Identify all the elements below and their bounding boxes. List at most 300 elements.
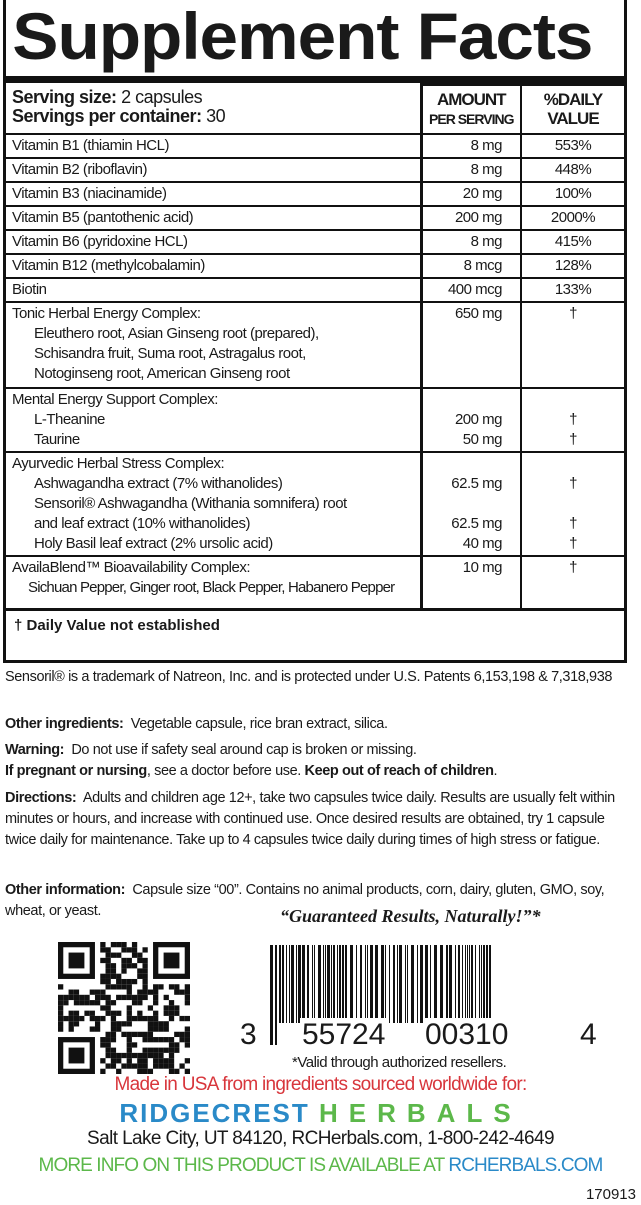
vitamin-amount: 20 mg <box>421 182 521 206</box>
qr-module <box>58 1016 63 1021</box>
ingredient-amount: 62.5 mg <box>451 515 502 532</box>
barcode-bar <box>323 945 324 1023</box>
qr-module <box>153 1016 158 1021</box>
qr-module <box>100 990 105 995</box>
qr-module <box>127 1037 132 1042</box>
qr-code <box>58 942 190 1074</box>
ingredient-name: L-Theanine <box>34 411 105 428</box>
qr-module <box>79 995 84 1000</box>
qr-module <box>148 1053 153 1058</box>
qr-module <box>95 995 100 1000</box>
qr-module <box>153 995 158 1000</box>
qr-module <box>153 1048 158 1053</box>
qr-module <box>106 979 111 984</box>
barcode-bar <box>289 945 290 1023</box>
brand-logo <box>0 1098 641 1129</box>
qr-module <box>148 1048 153 1053</box>
vitamin-amount: 400 mcg <box>421 278 521 302</box>
ingredient-amount: 40 mg <box>462 535 502 552</box>
qr-module <box>106 953 111 958</box>
barcode-bar <box>462 945 463 1023</box>
qr-module <box>84 995 89 1000</box>
qr-module <box>153 1000 158 1005</box>
barcode-bar <box>425 945 428 1023</box>
qr-module <box>58 1011 63 1016</box>
ingredient-dv: † <box>569 411 577 428</box>
qr-module <box>116 995 121 1000</box>
qr-module <box>111 1048 116 1053</box>
qr-module <box>185 1058 190 1063</box>
qr-module <box>142 979 147 984</box>
barcode-bar <box>399 945 402 1023</box>
qr-module <box>174 1005 179 1010</box>
ingredient-amount: 200 mg <box>454 411 502 428</box>
qr-module <box>74 1016 79 1021</box>
qr-module <box>111 1058 116 1063</box>
qr-module <box>185 995 190 1000</box>
vitamin-row <box>6 254 624 278</box>
qr-module <box>116 1026 121 1031</box>
qr-finder-center <box>164 953 180 969</box>
barcode-bar <box>449 945 452 1023</box>
qr-module <box>111 1032 116 1037</box>
vitamin-dv: 553% <box>521 134 624 158</box>
barcode-bar <box>420 945 423 1023</box>
barcode-bar <box>475 945 476 1023</box>
vitamin-amount: 8 mg <box>421 230 521 254</box>
qr-module <box>142 974 147 979</box>
qr-module <box>79 1000 84 1005</box>
qr-module <box>58 1005 63 1010</box>
qr-module <box>174 1042 179 1047</box>
dv-header: %DAILY <box>543 90 603 109</box>
directions <box>5 788 635 851</box>
qr-module <box>185 984 190 989</box>
qr-module <box>179 1037 184 1042</box>
qr-module <box>127 995 132 1000</box>
ingredient-dv: † <box>569 535 577 552</box>
barcode-bar <box>342 945 344 1023</box>
qr-module <box>164 1063 169 1068</box>
qr-module <box>127 947 132 952</box>
footnote: † Daily Value not established <box>6 608 624 638</box>
qr-module <box>174 990 179 995</box>
qr-module <box>169 1016 174 1021</box>
vitamin-dv: 415% <box>521 230 624 254</box>
barcode-bar <box>325 945 326 1023</box>
qr-module <box>185 1042 190 1047</box>
vitamin-name: Vitamin B2 (riboflavin) <box>6 158 421 182</box>
qr-module <box>132 942 137 947</box>
qr-module <box>58 995 63 1000</box>
qr-module <box>74 995 79 1000</box>
qr-module <box>121 979 126 984</box>
qr-module <box>137 958 142 963</box>
qr-module <box>127 979 132 984</box>
qr-module <box>121 1021 126 1026</box>
qr-module <box>127 1032 132 1037</box>
qr-module <box>90 1016 95 1021</box>
qr-module <box>179 1063 184 1068</box>
qr-module <box>69 1011 74 1016</box>
barcode-bar <box>367 945 368 1023</box>
qr-module <box>79 1016 84 1021</box>
qr-module <box>142 947 147 952</box>
qr-module <box>137 1016 142 1021</box>
qr-module <box>137 1058 142 1063</box>
qr-module <box>142 1037 147 1042</box>
other-information-label: Other information: <box>5 882 126 898</box>
qr-module <box>132 1053 137 1058</box>
qr-module <box>106 1053 111 1058</box>
qr-module <box>174 984 179 989</box>
qr-module <box>121 947 126 952</box>
qr-module <box>95 1016 100 1021</box>
qr-module <box>111 1021 116 1026</box>
qr-module <box>153 1053 158 1058</box>
qr-module <box>90 1026 95 1031</box>
qr-module <box>127 1042 132 1047</box>
qr-module <box>137 968 142 973</box>
qr-module <box>111 963 116 968</box>
barcode-bar <box>481 945 482 1023</box>
qr-module <box>106 1000 111 1005</box>
qr-module <box>100 1037 105 1042</box>
brand-part1: RIDGECREST <box>119 1098 310 1128</box>
qr-module <box>100 942 105 947</box>
qr-module <box>153 1011 158 1016</box>
vitamin-dv: 448% <box>521 158 624 182</box>
ingredient-name: Ashwagandha extract (7% withanolides) <box>34 475 283 492</box>
qr-module <box>148 1021 153 1026</box>
barcode-bar <box>417 945 418 1023</box>
qr-module <box>106 1032 111 1037</box>
qr-module <box>185 1000 190 1005</box>
qr-module <box>58 1000 63 1005</box>
qr-module <box>169 1005 174 1010</box>
qr-module <box>137 995 142 1000</box>
barcode-bar <box>296 945 297 1023</box>
qr-module <box>127 990 132 995</box>
barcode-bar <box>356 945 357 1023</box>
tonic-ingredients: Notoginseng root, American Ginseng root <box>34 365 290 382</box>
qr-module <box>106 1063 111 1068</box>
qr-module <box>106 1005 111 1010</box>
qr-module <box>164 1048 169 1053</box>
vitamin-dv: 128% <box>521 254 624 278</box>
qr-module <box>121 984 126 989</box>
qr-module <box>142 984 147 989</box>
barcode-bar <box>307 945 309 1023</box>
vitamin-amount: 8 mcg <box>421 254 521 278</box>
barcode-bar <box>337 945 338 1023</box>
availablend-name: AvailaBlend™ Bioavailability Complex: <box>12 559 251 576</box>
vitamin-row <box>6 206 624 230</box>
qr-finder-center <box>69 1048 85 1064</box>
ingredient-dv: † <box>569 475 577 492</box>
qr-module <box>132 953 137 958</box>
qr-module <box>137 953 142 958</box>
barcode-bar <box>455 945 456 1023</box>
table-header <box>6 85 624 135</box>
barcode-bar <box>469 945 470 1023</box>
qr-module <box>116 979 121 984</box>
qr-module <box>111 942 116 947</box>
qr-module <box>100 958 105 963</box>
qr-module <box>148 990 153 995</box>
barcode-bar <box>389 945 390 1023</box>
qr-module <box>58 1026 63 1031</box>
more-info-text: MORE INFO ON THIS PRODUCT IS AVAILABLE AT <box>38 1155 445 1176</box>
barcode-bar <box>467 945 468 1023</box>
lot-code: 170913 <box>585 1186 636 1203</box>
barcode-bar <box>318 945 321 1023</box>
qr-module <box>153 1037 158 1042</box>
qr-module <box>137 1053 142 1058</box>
qr-module <box>137 1011 142 1016</box>
qr-module <box>111 1063 116 1068</box>
other-ingredients-text: Vegetable capsule, rice bran extract, silica. <box>130 716 388 732</box>
qr-module <box>58 1021 63 1026</box>
qr-module <box>142 1053 147 1058</box>
qr-module <box>127 1011 132 1016</box>
vitamin-row <box>6 278 624 302</box>
barcode-bar <box>446 945 448 1023</box>
qr-module <box>185 1037 190 1042</box>
qr-module <box>127 1048 132 1053</box>
qr-module <box>142 1032 147 1037</box>
qr-module <box>185 990 190 995</box>
ingredient-dv: † <box>569 431 577 448</box>
barcode-bar <box>465 945 466 1023</box>
barcode-bar <box>365 945 366 1023</box>
qr-module <box>174 1011 179 1016</box>
barcode-bar <box>291 945 294 1023</box>
qr-module <box>121 1032 126 1037</box>
qr-module <box>132 947 137 952</box>
warning <box>5 740 635 782</box>
qr-module <box>116 1053 121 1058</box>
qr-module <box>169 1042 174 1047</box>
pregnant-label: If pregnant or nursing <box>5 763 147 779</box>
valid-note: *Valid through authorized resellers. <box>292 1054 507 1071</box>
barcode-bar <box>471 945 473 1023</box>
vitamin-name: Vitamin B3 (niacinamide) <box>6 182 421 206</box>
vitamin-amount: 8 mg <box>421 158 521 182</box>
qr-module <box>111 1053 116 1058</box>
barcode-digit: 00310 <box>425 1018 509 1051</box>
qr-module <box>63 1000 68 1005</box>
qr-module <box>121 942 126 947</box>
qr-module <box>132 995 137 1000</box>
qr-module <box>164 1037 169 1042</box>
qr-module <box>74 1011 79 1016</box>
barcode-bar <box>327 945 330 1023</box>
qr-module <box>153 1058 158 1063</box>
qr-module <box>90 1011 95 1016</box>
qr-module <box>148 1037 153 1042</box>
qr-module <box>132 1000 137 1005</box>
qr-module <box>90 990 95 995</box>
barcode-bar <box>434 945 437 1023</box>
qr-module <box>158 1063 163 1068</box>
vitamin-dv: 100% <box>521 182 624 206</box>
barcode-bar <box>302 945 305 1023</box>
qr-module <box>106 1037 111 1042</box>
qr-module <box>132 979 137 984</box>
barcode-digit: 4 <box>580 1018 597 1051</box>
qr-module <box>106 1048 111 1053</box>
qr-module <box>142 968 147 973</box>
qr-module <box>185 1016 190 1021</box>
barcode-bar <box>479 945 480 1023</box>
qr-module <box>69 990 74 995</box>
qr-module <box>100 947 105 952</box>
qr-module <box>127 1058 132 1063</box>
ingredient-name: Taurine <box>34 431 80 448</box>
qr-module <box>169 1058 174 1063</box>
qr-module <box>137 974 142 979</box>
keep-away-text: Keep out of reach of children <box>304 763 494 779</box>
qr-module <box>164 1005 169 1010</box>
barcode-bar <box>411 945 414 1023</box>
qr-module <box>137 1063 142 1068</box>
qr-module <box>111 1000 116 1005</box>
qr-module <box>142 963 147 968</box>
barcode-bar <box>397 945 398 1023</box>
qr-module <box>111 974 116 979</box>
qr-module <box>142 990 147 995</box>
qr-module <box>174 1048 179 1053</box>
qr-module <box>74 990 79 995</box>
qr-module <box>169 1000 174 1005</box>
pregnant-text: , see a doctor before use. <box>146 763 301 779</box>
tonic-ingredients: Schisandra fruit, Suma root, Astragalus root, <box>34 345 306 362</box>
dv-header-sub: VALUE <box>547 109 599 128</box>
ingredient-name: Sensoril® Ashwagandha (Withania somnifera) root <box>34 495 347 512</box>
qr-module <box>100 974 105 979</box>
barcode-bar <box>360 945 362 1023</box>
barcode-bar <box>345 945 347 1023</box>
barcode-bar <box>331 945 332 1023</box>
qr-module <box>127 963 132 968</box>
qr-module <box>169 1011 174 1016</box>
qr-module <box>116 1058 121 1063</box>
tonic-complex-row <box>6 302 624 388</box>
qr-module <box>142 1058 147 1063</box>
qr-module <box>63 1016 68 1021</box>
qr-module <box>69 995 74 1000</box>
barcode-digits <box>240 1018 640 1058</box>
tonic-name: Tonic Herbal Energy Complex: <box>12 305 201 322</box>
qr-finder-center <box>69 953 85 969</box>
amount-header-sub: PER SERVING <box>429 111 514 127</box>
barcode-bar <box>430 945 431 1023</box>
barcode-bar <box>385 945 386 1023</box>
qr-module <box>164 1026 169 1031</box>
qr-module <box>111 968 116 973</box>
availablend-amount: 10 mg <box>421 556 521 608</box>
qr-module <box>153 1021 158 1026</box>
qr-module <box>95 1021 100 1026</box>
qr-module <box>116 984 121 989</box>
qr-module <box>69 1021 74 1026</box>
vitamin-name: Vitamin B1 (thiamin HCL) <box>6 134 421 158</box>
vitamin-row <box>6 134 624 158</box>
qr-module <box>174 1032 179 1037</box>
qr-module <box>106 968 111 973</box>
qr-module <box>137 1032 142 1037</box>
ingredient-name: and leaf extract (10% withanolides) <box>34 515 250 532</box>
serving-size-label: Serving size: <box>12 86 117 107</box>
barcode-bar <box>483 945 485 1023</box>
qr-module <box>116 1011 121 1016</box>
barcode-bar <box>339 945 341 1023</box>
qr-module <box>69 1016 74 1021</box>
qr-module <box>158 1021 163 1026</box>
barcode-bar <box>407 945 408 1023</box>
vitamin-name: Vitamin B12 (methylcobalamin) <box>6 254 421 278</box>
qr-module <box>111 1011 116 1016</box>
website-link[interactable]: RCHERBALS.COM <box>448 1155 603 1176</box>
qr-module <box>179 1032 184 1037</box>
qr-module <box>148 1026 153 1031</box>
qr-module <box>121 995 126 1000</box>
qr-module <box>132 1063 137 1068</box>
serving-size-value: 2 capsules <box>121 86 203 107</box>
tonic-dv: † <box>521 302 624 388</box>
qr-module <box>111 1037 116 1042</box>
slogan: “Guaranteed Results, Naturally!”* <box>280 906 541 926</box>
more-info <box>0 1155 641 1177</box>
qr-module <box>106 963 111 968</box>
panel-title: Supplement Facts <box>12 0 593 73</box>
qr-module <box>127 1021 132 1026</box>
qr-module <box>142 1016 147 1021</box>
qr-module <box>111 953 116 958</box>
vitamin-row <box>6 158 624 182</box>
qr-module <box>116 1021 121 1026</box>
ingredient-amount: 50 mg <box>462 431 502 448</box>
qr-module <box>74 1000 79 1005</box>
qr-module <box>132 1032 137 1037</box>
qr-module <box>116 974 121 979</box>
qr-module <box>127 984 132 989</box>
barcode-bar <box>314 945 315 1023</box>
directions-label: Directions: <box>5 790 77 806</box>
qr-module <box>164 1011 169 1016</box>
qr-module <box>153 984 158 989</box>
divider <box>6 76 624 83</box>
barcode-bar <box>279 945 281 1023</box>
qr-module <box>158 1026 163 1031</box>
qr-module <box>121 968 126 973</box>
vitamin-name: Biotin <box>6 278 421 302</box>
vitamin-dv: 133% <box>521 278 624 302</box>
mental-complex-row <box>6 388 624 452</box>
barcode-bar <box>370 945 373 1023</box>
address: Salt Lake City, UT 84120, RCHerbals.com, 1-800-242-4649 <box>87 1128 554 1149</box>
qr-module <box>116 953 121 958</box>
barcode-bar <box>458 945 460 1023</box>
ingredient-dv: † <box>569 515 577 532</box>
qr-module <box>142 1048 147 1053</box>
qr-module <box>169 984 174 989</box>
qr-module <box>74 1021 79 1026</box>
qr-module <box>148 1016 153 1021</box>
qr-module <box>169 1053 174 1058</box>
qr-module <box>111 1026 116 1031</box>
